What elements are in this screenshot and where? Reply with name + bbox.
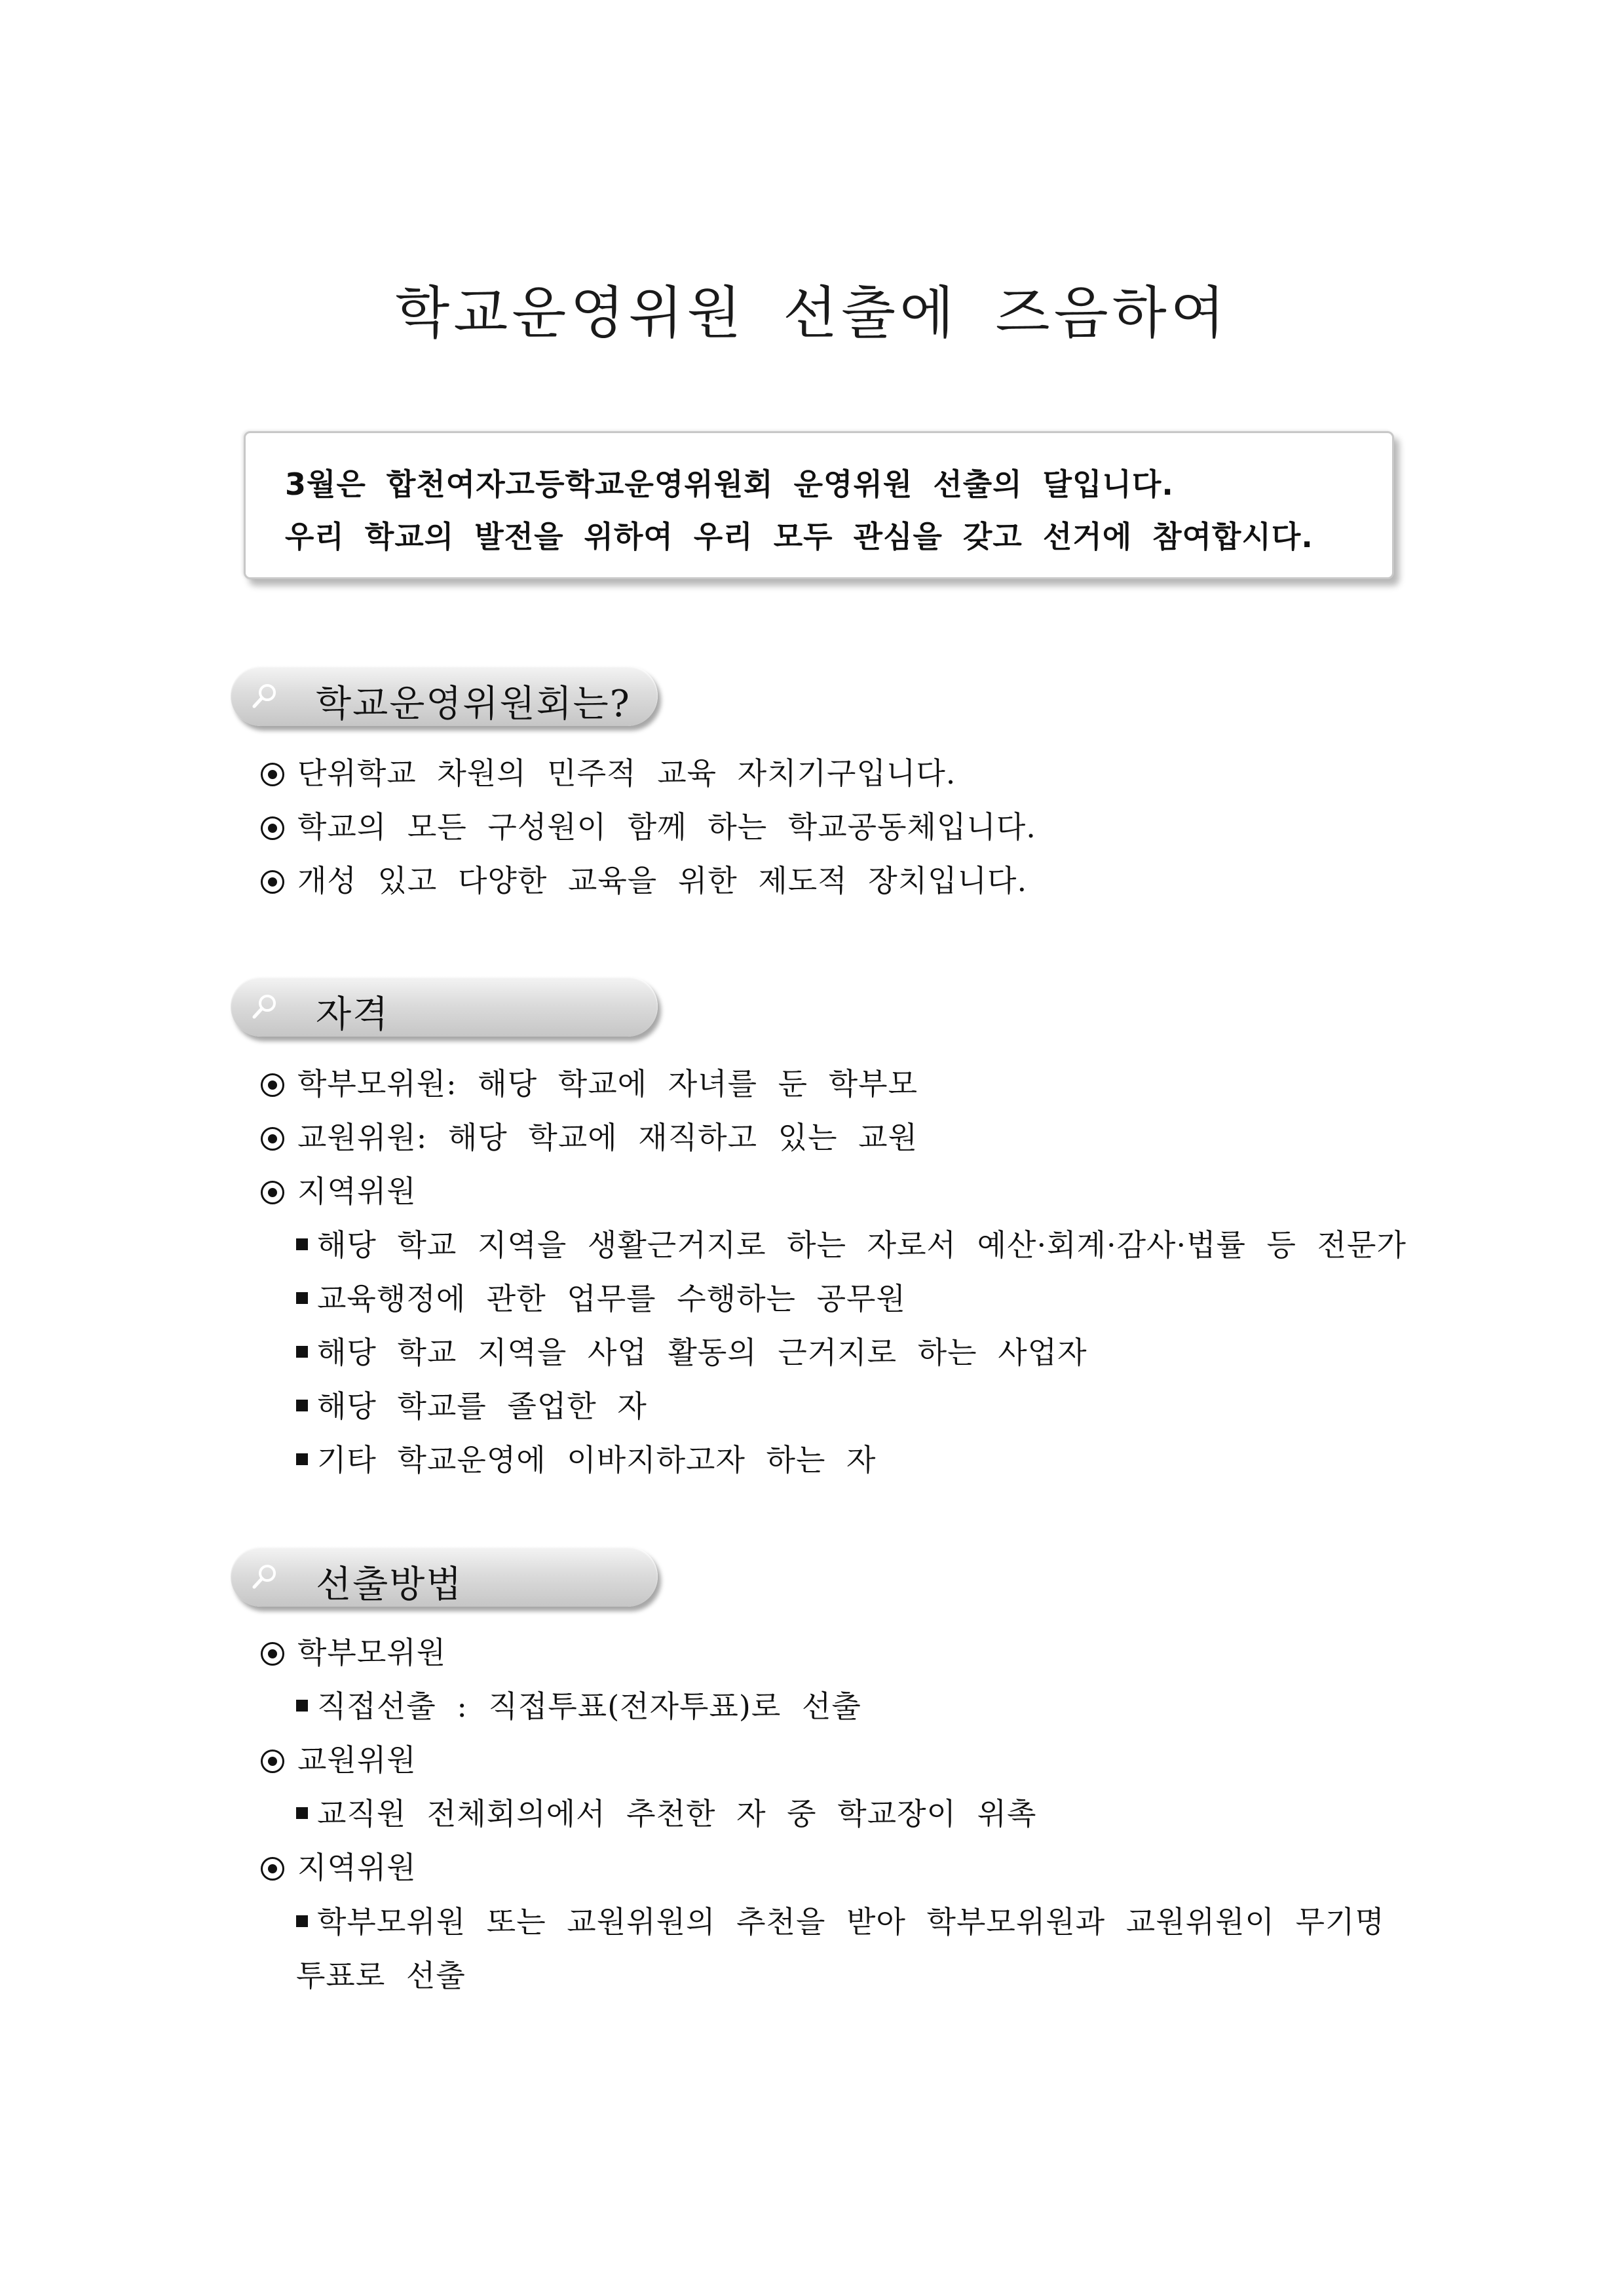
list-item: 학교의 모든 구성원이 함께 하는 학교공동체입니다. [261,807,1036,847]
list-item: 학부모위원 [261,1633,446,1672]
section-heading: 학교운영위원회는? [316,683,631,725]
section-heading: 자격 [316,993,390,1036]
list-item: 교원위원 [261,1740,417,1780]
square-bullet-icon [296,1238,308,1250]
fisheye-bullet-icon [261,1642,284,1666]
sub-list-item: 학부모위원 또는 교원위원의 추천을 받아 학부모위원과 교원위원이 무기명투표로 선출 [296,1904,1385,1993]
sub-list-item: 직접선출 : 직접투표(전자투표)로 선출 [296,1687,861,1726]
square-bullet-icon [296,1700,308,1712]
sub-list-item: 해당 학교 지역을 사업 활동의 근거지로 하는 사업자 [296,1333,1087,1372]
section-header-election-method [231,1546,658,1607]
square-bullet-icon [296,1292,308,1304]
fisheye-bullet-icon [261,816,284,840]
magnifier-icon [250,992,279,1021]
fisheye-bullet-icon [261,763,284,786]
sub-list-item: 교육행정에 관한 업무를 수행하는 공무원 [296,1279,906,1318]
sub-list-item: 교직원 전체회의에서 추천한 자 중 학교장이 위촉 [296,1794,1036,1833]
square-bullet-icon [296,1400,308,1411]
notice-line-1: 3월은 합천여자고등학교운영위원회 운영위원 선출의 달입니다. [285,467,1174,502]
square-bullet-icon [296,1807,308,1819]
magnifier-icon [250,681,279,710]
sub-list-item: 기타 학교운영에 이바지하고자 하는 자 [296,1440,876,1480]
square-bullet-icon [296,1346,308,1358]
square-bullet-icon [296,1915,308,1927]
sub-list-item: 해당 학교를 졸업한 자 [296,1387,647,1426]
notice-box [244,431,1394,579]
fisheye-bullet-icon [261,870,284,894]
fisheye-bullet-icon [261,1127,284,1151]
fisheye-bullet-icon [261,1857,284,1881]
list-item: 지역위원 [261,1172,417,1211]
document-title: 학교운영위원 선출에 즈음하여 [395,280,1229,346]
list-item: 단위학교 차원의 민주적 교육 자치기구입니다. [261,754,956,793]
list-item: 교원위원: 해당 학교에 재직하고 있는 교원 [261,1118,918,1157]
list-item: 학부모위원: 해당 학교에 자녀를 둔 학부모 [261,1064,918,1103]
section-header-committee [231,666,658,726]
section-heading: 선출방법 [316,1563,463,1606]
square-bullet-icon [296,1453,308,1465]
sub-list-item: 해당 학교 지역을 생활근거지로 하는 자로서 예산·회계·감사·법률 등 전문가 [296,1225,1407,1265]
list-item: 지역위원 [261,1848,417,1887]
notice-line-2: 우리 학교의 발전을 위하여 우리 모두 관심을 갖고 선거에 참여합시다. [285,519,1313,554]
section-header-qualification [231,976,658,1037]
fisheye-bullet-icon [261,1181,284,1204]
fisheye-bullet-icon [261,1073,284,1097]
fisheye-bullet-icon [261,1750,284,1773]
magnifier-icon [250,1562,279,1591]
list-item: 개성 있고 다양한 교육을 위한 제도적 장치입니다. [261,861,1027,900]
